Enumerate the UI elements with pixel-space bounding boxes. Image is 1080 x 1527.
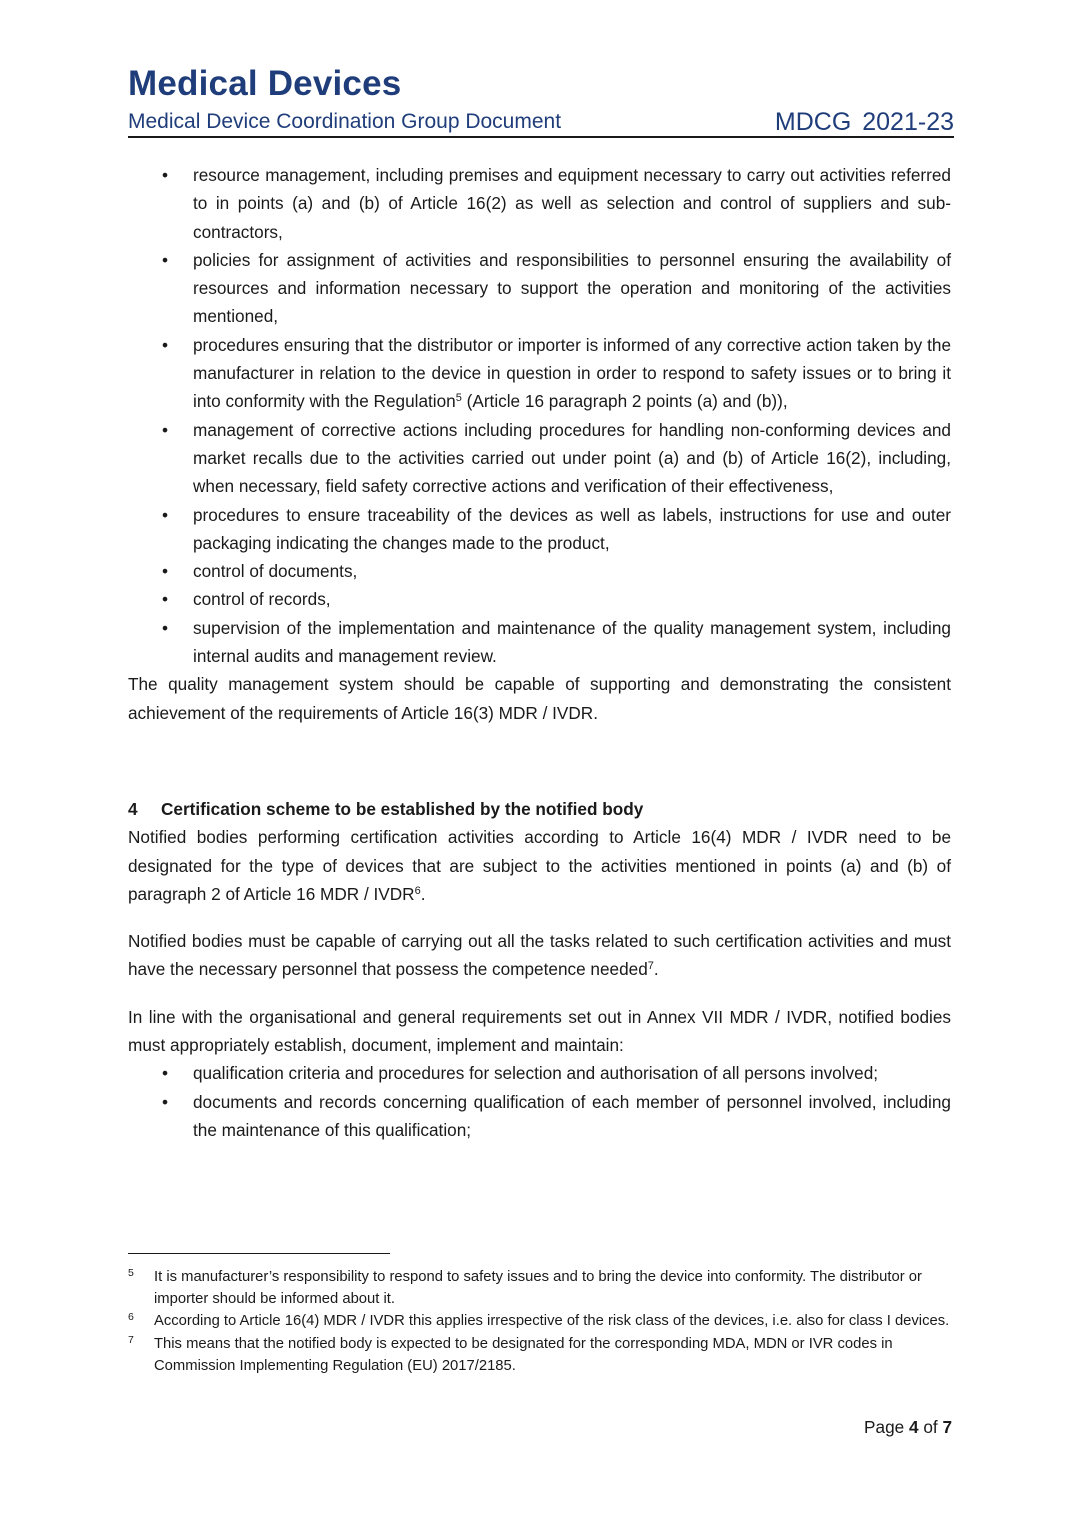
bullet-icon: • bbox=[162, 419, 169, 440]
document-code: MDCG 2021-23 bbox=[774, 108, 954, 136]
footnote-ref-7[interactable]: 7 bbox=[647, 960, 654, 973]
list-item: • procedures ensuring that the distributor or importer is informed of any corrective action taken by the manufacturer in relation to the device in question in order to respond to safety issues or to bring it into conformity with the Regulation$^5$ (Article 16 paragraph 2 points (a) and (b)), bbox=[128, 331, 951, 416]
footnote-number: 6 bbox=[128, 1311, 134, 1324]
paragraph-designation: Notified bodies performing certification activities according to Article 16(4) MDR / IVDR need to be designated for the type of devices that are subject to the activities mentioned in points (a) and (b) of paragraph 2 of Article 16 MDR / IVDR$^6$. bbox=[128, 827, 951, 904]
page-body bbox=[128, 161, 951, 1144]
section-number: 4 bbox=[128, 798, 138, 819]
bullet-icon: • bbox=[162, 589, 169, 610]
paragraph-capability: Notified bodies must be capable of carrying out all the tasks related to such certification activities and must have the necessary personnel that possess the competence needed$^7$. bbox=[128, 931, 951, 980]
list-item: • management of corrective actions including procedures for handling non-conforming devices and market recalls due to the activities carried out under point (a) and (b) of Article 16(2), including, when necessary, field safety corrective actions and verification of their effectiveness, bbox=[128, 416, 951, 501]
header-row bbox=[128, 106, 954, 136]
bullet-icon: • bbox=[162, 561, 169, 582]
footnote-6 bbox=[128, 1310, 954, 1332]
current-page: 4 bbox=[908, 1417, 919, 1437]
list-item: • documents and records concerning qualification of each member of personnel involved, including the maintenance of this qualification; bbox=[128, 1088, 951, 1145]
document-header bbox=[128, 64, 954, 136]
footnote-5 bbox=[128, 1266, 954, 1310]
footnote-number: 5 bbox=[128, 1267, 134, 1279]
footnote-ref-6[interactable]: 6 bbox=[414, 884, 421, 897]
footnote-number: 7 bbox=[128, 1333, 134, 1346]
footnote-ref-5[interactable]: 5 bbox=[455, 392, 462, 405]
page-number: Page 4 of 7 bbox=[864, 1417, 952, 1437]
header-divider bbox=[128, 136, 954, 138]
footnote-text: This means that the notified body is expected to be designated for the corresponding MDA, MDN or IVR codes in Commission Implementing Regulation (EU) 2017/2185. bbox=[154, 1335, 893, 1374]
total-pages: 7 bbox=[942, 1417, 952, 1437]
header-subtitle: Medical Device Coordination Group Document bbox=[128, 110, 562, 133]
bullet-icon: • bbox=[162, 504, 169, 525]
list-item: • supervision of the implementation and maintenance of the quality management system, including internal audits and management review. bbox=[128, 614, 951, 671]
footnotes bbox=[128, 1266, 954, 1377]
footnote-text: It is manufacturer’s responsibility to respond to safety issues and to bring the device into conformity. The distributor or importer should be informed about it. bbox=[154, 1269, 922, 1308]
footnote-divider bbox=[128, 1253, 390, 1254]
bullet-icon: • bbox=[162, 249, 169, 270]
list-item: • policies for assignment of activities and responsibilities to personnel ensuring the availability of resources and information necessary to support the operation and monitoring of the activities mentioned, bbox=[128, 246, 951, 331]
footnote-7 bbox=[128, 1333, 954, 1377]
qms-paragraph: The quality management system should be capable of supporting and demonstrating the consistent achievement of the requirements of Article 16(3) MDR / IVDR. bbox=[128, 674, 951, 723]
paragraph-annex-vii: In line with the organisational and general requirements set out in Annex VII MDR / IVDR, notified bodies must appropriately establish, document, implement and maintain: bbox=[128, 1006, 951, 1056]
list-item: • resource management, including premises and equipment necessary to carry out activities referred to in points (a) and (b) of Article 16(2) as well as selection and control of suppliers and sub-contractors, bbox=[128, 161, 951, 246]
bullet-icon: • bbox=[162, 617, 169, 638]
list-item: • procedures to ensure traceability of the devices as well as labels, instructions for use and outer packaging indicating the changes made to the product, bbox=[128, 501, 951, 558]
section-heading bbox=[128, 795, 951, 823]
header-title: Medical Devices bbox=[128, 64, 402, 103]
bullet-icon: • bbox=[162, 1091, 169, 1112]
bullet-icon: • bbox=[162, 1063, 169, 1084]
qms-requirements-list bbox=[128, 161, 951, 670]
footnote-text: According to Article 16(4) MDR / IVDR this applies irrespective of the risk class of the devices, i.e. also for class I devices. bbox=[154, 1313, 950, 1330]
list-item: • control of documents, bbox=[128, 557, 951, 585]
list-item: • control of records, bbox=[128, 585, 951, 613]
qualification-list bbox=[128, 1059, 951, 1144]
list-item: • qualification criteria and procedures for selection and authorisation of all persons involved; bbox=[128, 1059, 951, 1087]
bullet-icon: • bbox=[162, 334, 169, 355]
bullet-icon: • bbox=[162, 165, 169, 185]
section-title: Certification scheme to be established by the notified body bbox=[161, 798, 644, 819]
